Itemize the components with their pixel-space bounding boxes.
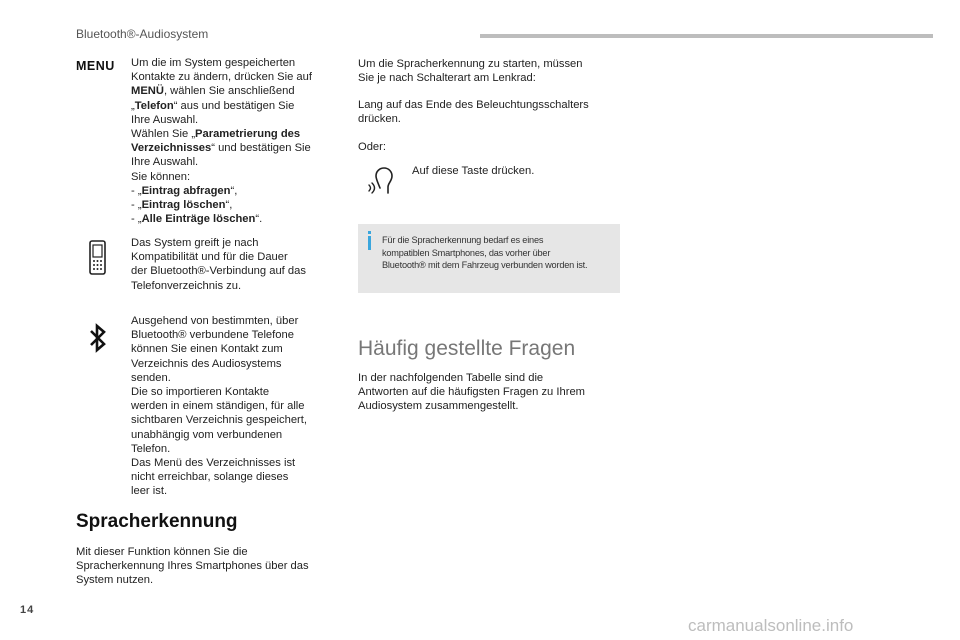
text-line: In der nachfolgenden Tabelle sind die bbox=[358, 372, 544, 384]
menu-instructions bbox=[131, 56, 341, 226]
text-line: Kontakte zu ändern, drücken Sie auf bbox=[131, 71, 312, 84]
text-line bbox=[131, 84, 341, 98]
contact-import-text bbox=[131, 314, 341, 499]
text-line: System nutzen. bbox=[76, 574, 154, 587]
menu-button-icon: MENU bbox=[76, 59, 115, 73]
text-line: drücken. bbox=[358, 113, 401, 126]
text-fragment: , wählen Sie anschließend bbox=[163, 85, 295, 98]
info-icon-bar bbox=[368, 236, 371, 250]
text-line: Antworten auf die häufigsten Fragen zu Ihrem bbox=[358, 386, 585, 399]
text-line: Ausgehend von bestimmten, über bbox=[131, 315, 299, 327]
param-keyword: Parametrierung des bbox=[195, 128, 301, 141]
option-item: - „Eintrag löschen“, bbox=[131, 199, 233, 212]
text-line: Mit dieser Funktion können Sie die bbox=[76, 546, 248, 558]
section-title-spracherkennung: Spracherkennung bbox=[76, 511, 238, 532]
text-fragment: Wählen Sie „ bbox=[131, 128, 196, 141]
text-line: Ihre Auswahl. bbox=[131, 113, 199, 126]
text-line: Sie je nach Schalterart am Lenkrad: bbox=[358, 72, 536, 85]
text-line: können Sie einen Kontakt zum bbox=[131, 343, 283, 356]
text-line: Bluetooth® verbundene Telefone bbox=[131, 329, 294, 342]
text-line: Das Menü des Verzeichnisses ist bbox=[131, 457, 296, 470]
text-fragment: “ aus und bestätigen Sie bbox=[173, 99, 295, 112]
text-line: Die so importieren Kontakte bbox=[131, 386, 270, 399]
header-title: Bluetooth®-Audiosystem bbox=[76, 27, 209, 41]
press-button-text: Auf diese Taste drücken. bbox=[412, 165, 535, 177]
menu-keyword: MENÜ bbox=[131, 85, 164, 98]
or-text: Oder: bbox=[358, 141, 386, 153]
text-line: sichtbaren Verzeichnis gespeichert, bbox=[131, 414, 307, 427]
text-line bbox=[131, 99, 341, 113]
header-divider bbox=[480, 34, 933, 38]
text-line: senden. bbox=[131, 371, 171, 384]
faq-text bbox=[358, 371, 628, 414]
phone-icon bbox=[88, 240, 108, 281]
param-keyword-2: Verzeichnisses bbox=[131, 142, 212, 155]
page-number: 14 bbox=[20, 604, 35, 616]
text-line: Spracherkennung Ihres Smartphones über das bbox=[76, 560, 309, 573]
text-line: Telefon. bbox=[131, 442, 171, 455]
text-line: Das System greift je nach bbox=[131, 237, 259, 249]
text-line: Kompatibilität und für die Dauer bbox=[131, 251, 288, 264]
text-fragment: “ und bestätigen Sie bbox=[211, 142, 311, 155]
telefon-keyword: Telefon bbox=[134, 99, 174, 112]
option-item: - „Eintrag abfragen“, bbox=[131, 184, 238, 197]
voice-command-icon bbox=[366, 165, 398, 202]
info-text bbox=[382, 234, 614, 272]
text-line: Lang auf das Ende des Beleuchtungsschalters bbox=[358, 99, 589, 111]
text-line: Bluetooth® mit dem Fahrzeug verbunden worden ist. bbox=[382, 260, 588, 270]
text-line: Verzeichnis des Audiosystems bbox=[131, 357, 282, 370]
bluetooth-icon bbox=[86, 322, 110, 359]
option-item: - „Alle Einträge löschen“. bbox=[131, 213, 263, 226]
phonebook-access-text bbox=[131, 236, 341, 293]
voice-start-text bbox=[358, 57, 628, 85]
text-line: Audiosystem zusammengestellt. bbox=[358, 400, 519, 413]
watermark: carmanualsonline.info bbox=[688, 616, 854, 635]
text-line: Sie können: bbox=[131, 170, 191, 183]
text-line: Um die im System gespeicherten bbox=[131, 57, 296, 69]
text-line: der Bluetooth®-Verbindung auf das bbox=[131, 265, 306, 278]
text-line: leer ist. bbox=[131, 485, 168, 498]
text-line: unabhängig vom verbundenen bbox=[131, 428, 283, 441]
spracherkennung-text bbox=[76, 545, 346, 588]
text-line: Ihre Auswahl. bbox=[131, 156, 199, 169]
light-switch-text bbox=[358, 98, 628, 126]
text-line: Um die Spracherkennung zu starten, müssen bbox=[358, 58, 583, 70]
text-line: nicht erreichbar, solange dieses bbox=[131, 471, 289, 484]
text-line bbox=[131, 127, 341, 141]
text-line: Für die Spracherkennung bedarf es eines bbox=[382, 235, 544, 245]
quote: „ bbox=[131, 99, 135, 112]
text-line: kompatiblen Smartphones, das vorher über bbox=[382, 247, 551, 258]
text-line: werden in einem ständigen, für alle bbox=[131, 400, 305, 413]
text-line: Telefonverzeichnis zu. bbox=[131, 279, 242, 292]
text-line bbox=[131, 141, 341, 155]
info-icon bbox=[368, 231, 371, 234]
faq-title: Häufig gestellte Fragen bbox=[358, 337, 576, 360]
